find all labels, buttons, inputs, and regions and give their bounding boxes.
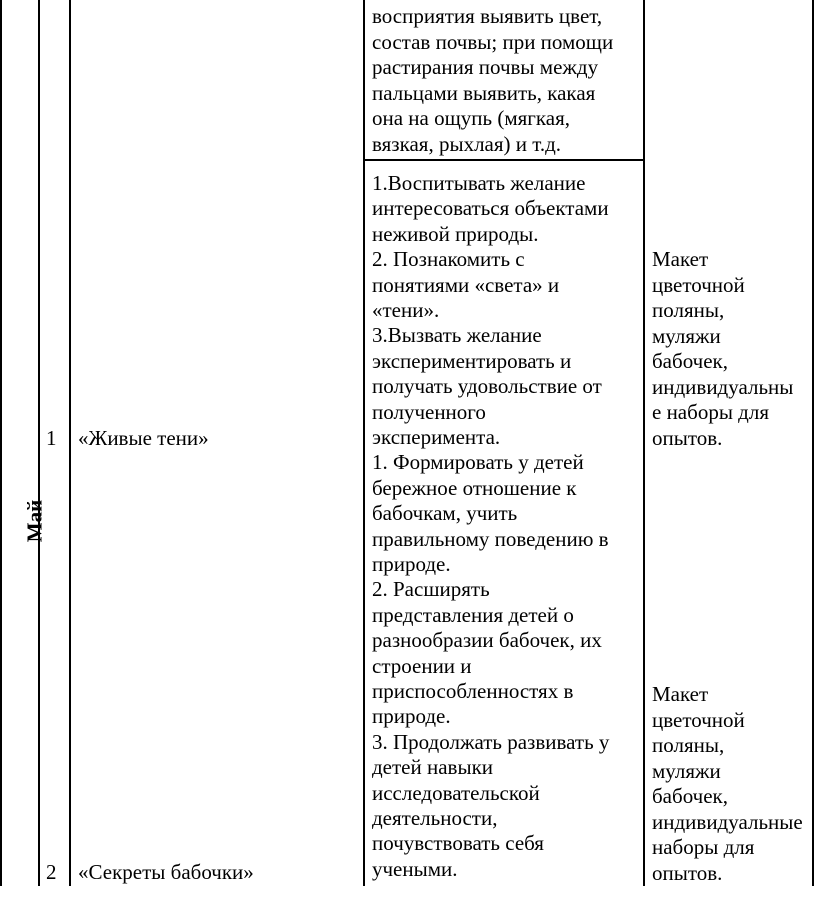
cell-text-line: Макет (652, 247, 709, 271)
cell-text-line: поляны, (652, 298, 725, 322)
cell-text-line: деятельности, (372, 806, 498, 830)
cell-text-line: цветочной (652, 707, 745, 732)
cell-text-line: приспособленностях в (372, 679, 574, 703)
cell-text-line: вязкая, рыхлая) и т.д. (372, 131, 562, 156)
cell-text-line: учеными. (372, 856, 458, 881)
cell-text-line: индивидуальные (652, 809, 803, 834)
cell-text-line: поляны, (652, 733, 725, 757)
cell-text-line: цветочной (652, 272, 745, 297)
cell-text-line: понятиями «света» и (372, 272, 560, 297)
lesson-title: «Живые тени» (78, 426, 209, 450)
cell-text-line: состав почвы; при помощи (372, 29, 614, 54)
cell-text-line: исследовательской (372, 780, 540, 805)
cell-text-line: она на ощупь (мягкая, (372, 106, 571, 130)
cell-text-line: бабочкам, учить (372, 501, 518, 526)
cell-text-line: разнообразии бабочек, их (372, 628, 602, 653)
table-column-divider-goals (643, 0, 645, 886)
cell-text-line: 2. Познакомить с (372, 247, 525, 272)
cell-text-line: бережное отношение к (372, 475, 577, 500)
cell-text-line: опытов. (652, 860, 723, 885)
table-border-left (0, 0, 2, 886)
cell-text-line: пальцами выявить, какая (372, 80, 596, 105)
cell-text-line: «тени». (372, 298, 440, 322)
lesson-number: 1 (46, 426, 57, 450)
table-column-divider-title (363, 0, 365, 886)
cell-text-line: почувствовать себя (372, 831, 544, 856)
cell-text-line: экспериментировать и (372, 348, 572, 373)
cell-text-line: Макет (652, 682, 709, 706)
cell-text-line: е наборы для (652, 400, 769, 424)
cell-text-line: природе. (372, 704, 451, 729)
cell-text-line: детей навыки (372, 755, 494, 780)
cell-text-line: правильному поведению в (372, 526, 609, 551)
cell-text-line: неживой природы. (372, 221, 539, 246)
month-cell: Май (22, 499, 47, 543)
cell-text-line: природе. (372, 552, 451, 576)
cell-text-line: 1. Формировать у детей (372, 450, 584, 475)
cell-text-line: 2. Расширять (372, 577, 490, 602)
cell-text-line: бабочек, (652, 784, 728, 808)
table-column-divider-number (69, 0, 71, 886)
lesson-number: 2 (46, 860, 57, 884)
cell-text-line: полученного (372, 399, 486, 424)
cell-text-line: восприятия выявить цвет, (372, 4, 603, 28)
cell-text-line: наборы для (652, 835, 755, 859)
cell-text-line: муляжи (652, 323, 721, 348)
cell-text-line: индивидуальны (652, 374, 794, 399)
table-row-divider (363, 159, 645, 161)
cell-text-line: бабочек, (652, 349, 728, 373)
table-border-right (812, 0, 814, 886)
table-column-divider-month (38, 0, 40, 886)
cell-text-line: эксперимента. (372, 425, 501, 449)
cell-text-line: строении и (372, 653, 472, 678)
cell-text-line: представления детей о (372, 602, 574, 627)
cell-text-line: муляжи (652, 758, 721, 783)
cell-text-line: получать удовольствие от (372, 374, 602, 399)
cell-text-line: интересоваться объектами (372, 196, 609, 221)
cell-text-line: 1.Воспитывать желание (372, 171, 586, 195)
cell-text-line: растирания почвы между (372, 55, 599, 79)
cell-text-line: 3. Продолжать развивать у (372, 729, 610, 754)
cell-text-line: опытов. (652, 425, 723, 450)
cell-text-line: 3.Вызвать желание (372, 323, 542, 348)
lesson-title: «Секреты бабочки» (78, 860, 254, 884)
